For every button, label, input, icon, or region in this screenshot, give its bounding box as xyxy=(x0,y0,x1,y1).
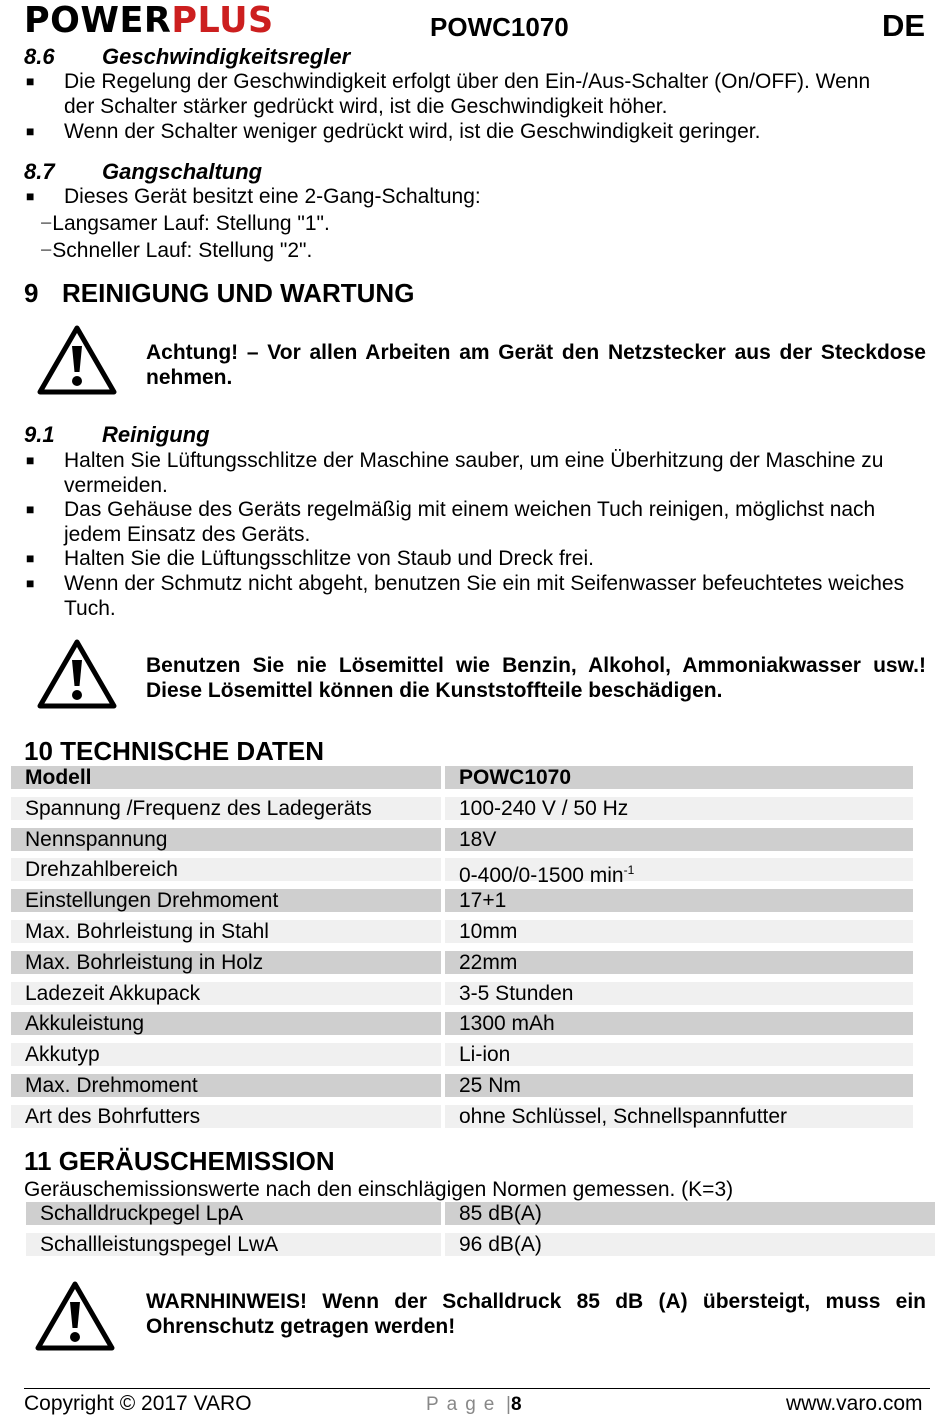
section-8-6-heading xyxy=(24,44,350,70)
table-cell-key: Art des Bohrfutters xyxy=(11,1105,441,1128)
dash-item xyxy=(40,238,312,263)
table-cell-value xyxy=(445,1105,913,1128)
table-cell-key: Akkuleistung xyxy=(11,1012,441,1035)
dash-item-text: Langsamer Lauf: Stellung "1". xyxy=(52,212,330,235)
section-title: Gangschaltung xyxy=(102,159,263,184)
section-number: 9.1 xyxy=(24,422,55,447)
table-cell-value xyxy=(445,889,913,912)
table-cell-key: Nennspannung xyxy=(11,828,441,851)
warning-triangle-icon xyxy=(36,638,118,710)
footer-page-label: Page xyxy=(426,1394,503,1415)
warning-text-unplug: Achtung! – Vor allen Arbeiten am Gerät den Netzstecker aus der Steckdose nehmen. xyxy=(146,341,926,389)
bullet-icon: ■ xyxy=(26,73,35,89)
noise-intro-text: Geräuschemissionswerte nach den einschlägigen Normen gemessen. (K=3) xyxy=(24,1178,734,1201)
table-cell-value-text: 25 Nm xyxy=(459,1074,521,1097)
list-item-text: Halten Sie die Lüftungsschlitze von Staub und Dreck frei. xyxy=(64,547,594,570)
dash-icon: − xyxy=(40,239,53,262)
header-model: POWC1070 xyxy=(430,12,569,42)
section-9-1-heading xyxy=(24,422,210,448)
section-title: Reinigung xyxy=(102,422,210,447)
section-number: 8.6 xyxy=(24,44,55,69)
warning-triangle-icon xyxy=(34,1280,116,1352)
bullet-icon: ■ xyxy=(26,188,35,204)
list-item xyxy=(26,497,906,547)
table-cell-value-text: 0-400/0-1500 min xyxy=(459,864,624,887)
bullet-icon: ■ xyxy=(26,575,35,591)
section-title: Geschwindigkeitsregler xyxy=(102,44,351,69)
list-item xyxy=(26,184,906,209)
list-item-text: Wenn der Schalter weniger gedrückt wird, ist die Geschwindigkeit geringer. xyxy=(64,120,761,143)
brand-logo-plus: PLUS xyxy=(171,0,274,42)
table-cell-value xyxy=(445,766,913,789)
header-language: DE xyxy=(882,8,926,43)
footer-page-number-value: 8 xyxy=(510,1394,522,1415)
table-cell-key: Akkutyp xyxy=(11,1043,441,1066)
list-item-text: Wenn der Schmutz nicht abgeht, benutzen Sie ein mit Seifenwasser befeuchtetes weiches Tuch. xyxy=(64,572,905,620)
table-cell-value-text: 22mm xyxy=(459,951,518,974)
table-cell-key: Schallleistungspegel LwA xyxy=(26,1233,441,1256)
table-cell-value xyxy=(445,828,913,851)
warning-text-solvents: Benutzen Sie nie Lösemittel wie Benzin, Alkohol, Ammoniakwasser usw.! Diese Lösemittel können die Kunststoffteile beschädigen. xyxy=(146,654,926,702)
table-cell-value xyxy=(445,920,913,943)
table-cell-value-text: ohne Schlüssel, Schnellspannfutter xyxy=(459,1105,788,1128)
footer-page-number xyxy=(506,1394,522,1416)
list-item xyxy=(26,546,906,571)
table-cell-value: 96 dB(A) xyxy=(445,1233,935,1256)
list-item-text: Halten Sie Lüftungsschlitze der Maschine sauber, um eine Überhitzung der Maschine zu vermeiden. xyxy=(64,449,884,497)
section-8-7-heading xyxy=(24,159,262,185)
table-cell-key: Ladezeit Akkupack xyxy=(11,982,441,1005)
bullet-icon: ■ xyxy=(26,452,35,468)
table-cell-value xyxy=(445,951,913,974)
warning-triangle-icon xyxy=(36,324,118,396)
section-number: 8.7 xyxy=(24,159,55,184)
section-9-heading xyxy=(24,278,414,308)
brand-logo-power: POWER xyxy=(24,0,172,42)
dash-item-text: Schneller Lauf: Stellung "2". xyxy=(52,239,313,262)
table-cell-key: Max. Bohrleistung in Holz xyxy=(11,951,441,974)
table-cell-key: Modell xyxy=(11,766,441,789)
table-cell-value xyxy=(445,1074,913,1097)
bullet-icon: ■ xyxy=(26,123,35,139)
table-cell-value-text: 100-240 V / 50 Hz xyxy=(459,797,629,820)
table-cell-value-text: 1300 mAh xyxy=(459,1012,555,1035)
section-number: 9 xyxy=(24,278,39,308)
table-cell-value xyxy=(445,982,913,1005)
list-item-text: Das Gehäuse des Geräts regelmäßig mit einem weichen Tuch reinigen, möglichst nach jedem Einsatz des Geräts. xyxy=(64,498,876,546)
footer-website: www.varo.com xyxy=(786,1392,923,1415)
section-11-heading: 11 GERÄUSCHEMISSION xyxy=(24,1146,335,1176)
table-cell-value xyxy=(445,858,913,887)
table-cell-key: Max. Drehmoment xyxy=(11,1074,441,1097)
list-item xyxy=(26,69,906,119)
brand-logo xyxy=(24,2,274,41)
table-cell-key: Einstellungen Drehmoment xyxy=(11,889,441,912)
dash-icon: − xyxy=(40,212,53,235)
list-item xyxy=(26,119,906,144)
list-item-text: Dieses Gerät besitzt eine 2-Gang-Schaltung: xyxy=(64,185,481,208)
table-cell-value xyxy=(445,1043,913,1066)
footer-copyright: Copyright © 2017 VARO xyxy=(24,1392,252,1415)
table-cell-key: Schalldruckpegel LpA xyxy=(26,1202,441,1225)
dash-item xyxy=(40,211,330,236)
table-cell-value xyxy=(445,1012,913,1035)
table-cell-value-text: 17+1 xyxy=(459,889,507,912)
bullet-icon: ■ xyxy=(26,501,35,517)
list-item-text: Die Regelung der Geschwindigkeit erfolgt über den Ein-/Aus-Schalter (On/OFF). Wenn der Schalter stärker gedrückt wird, ist die Geschwindigkeit höher. xyxy=(64,70,871,118)
table-cell-value-text: Li-ion xyxy=(459,1043,511,1066)
list-item xyxy=(26,571,926,621)
warning-text-ear-protection: WARNHINWEIS! Wenn der Schalldruck 85 dB (A) übersteigt, muss ein Ohrenschutz getragen werden! xyxy=(146,1290,926,1338)
list-item xyxy=(26,448,906,498)
section-title: REINIGUNG UND WARTUNG xyxy=(62,278,415,308)
table-cell-value: 85 dB(A) xyxy=(445,1202,935,1225)
table-cell-value-text: 3-5 Stunden xyxy=(459,982,574,1005)
footer-page-separator: | xyxy=(506,1394,511,1415)
table-cell-superscript: -1 xyxy=(623,863,635,877)
footer-divider xyxy=(24,1388,930,1389)
table-cell-key: Max. Bohrleistung in Stahl xyxy=(11,920,441,943)
table-cell-key: Spannung /Frequenz des Ladegeräts xyxy=(11,797,441,820)
table-cell-value-text: POWC1070 xyxy=(459,766,572,789)
table-cell-value-text: 18V xyxy=(459,828,497,851)
table-cell-key: Drehzahlbereich xyxy=(11,858,441,881)
section-10-heading: 10 TECHNISCHE DATEN xyxy=(24,736,325,766)
table-cell-value xyxy=(445,797,913,820)
bullet-icon: ■ xyxy=(26,550,35,566)
table-cell-value-text: 10mm xyxy=(459,920,518,943)
